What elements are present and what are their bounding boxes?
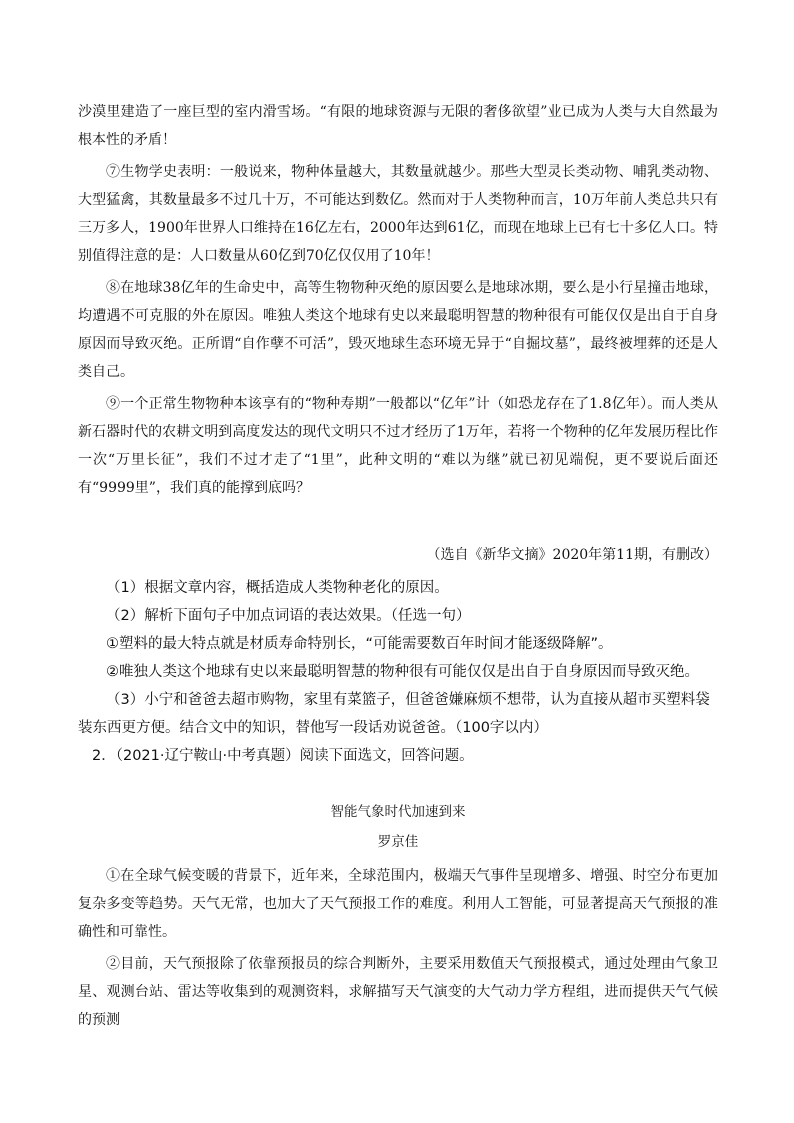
article-author: 罗京佳	[377, 834, 419, 850]
questions-section-1	[78, 574, 718, 770]
question-2: （2）解析下面句子中加点词语的表达效果。（任选一句）	[106, 608, 471, 624]
paragraph-8: ⑧在地球38亿年的生命史中，高等生物物种灭绝的原因要么是地球冰期，要么是小行星撞击地球，均遭遇不可克服的外在原因。唯独人类这个地球有史以来最聪明智慧的物种很有可能仅仅是出自于自身原因而导致灭绝。正所谓“自作孽不可活”，毁灭地球生态环境无异于“自掘坟墓”，最终被埋葬的还是人类自己。	[78, 280, 718, 380]
source-citation: （选自《新华文摘》2020年第11期，有删改）	[426, 547, 718, 563]
paragraph-6-continuation: 沙漠里建造了一座巨型的室内滑雪场。“有限的地球资源与无限的奢侈欲望”业已成为人类与大自然最为根本性的矛盾！	[78, 104, 718, 148]
paragraph-1: ①在全球气候变暖的背景下，近年来，全球范围内，极端天气事件呈现增多、增强、时空分布更加复杂多变等趋势。天气无常，也加大了天气预报工作的难度。利用人工智能，可显著提高天气预报的准确性和可靠性。	[78, 868, 718, 940]
question-3: （3）小宁和爸爸去超市购物，家里有菜篮子，但爸爸嫌麻烦不想带，认为直接从超市买塑料袋装东西更方便。结合文中的知识，替他写一段话劝说爸爸。（100字以内）	[78, 692, 710, 736]
paragraph-7: ⑦生物学史表明：一般说来，物种体量越大，其数量就越少。那些大型灵长类动物、哺乳类动物、大型猛禽，其数量最多不过几十万，不可能达到数亿。然而对于人类物种而言，10万年前人类总共只有三万多人，1900年世界人口维持在16亿左右，2000年达到61亿，而现在地球上已有七十多亿人口。特别值得注意的是：人口数量从60亿到70亿仅仅用了10年！	[78, 164, 718, 264]
question-2-option-2: ②唯独人类这个地球有史以来最聪明智慧的物种很有可能仅仅是出自于自身原因而导致灭绝。	[106, 664, 699, 680]
item-2-header: 2．（2021·辽宁鞍山·中考真题）阅读下面选文，回答问题。	[92, 748, 474, 764]
essay-section-2	[78, 862, 718, 1034]
paragraph-9: ⑨一个正常生物物种本该享有的“物种寿期”一般都以“亿年”计（如恐龙存在了1.8亿年）。而人类从新石器时代的农耕文明到高度发达的现代文明只不过才经历了1万年，若将一个物种的亿年发展历程比作一次“万里长征”，我们不过才走了“1里”，此种文明的“难以为继”就已初见端倪，更不要说后面还有“9999里”，我们真的能撑到底吗？	[78, 396, 718, 496]
question-1: （1）根据文章内容，概括造成人类物种老化的原因。	[106, 580, 449, 596]
question-2-option-1: ①塑料的最大特点就是材质寿命特别长，“可能需要数百年时间才能逐级降解”。	[106, 636, 613, 652]
essay-section-1	[78, 98, 718, 502]
paragraph-2: ②目前，天气预报除了依靠预报员的综合判断外，主要采用数值天气预报模式，通过处理由气象卫星、观测台站、雷达等收集到的观测资料，求解描写天气演变的大气动力学方程组，进而提供天气气候的预测	[78, 956, 718, 1028]
article-title: 智能气象时代加速到来	[330, 804, 466, 820]
